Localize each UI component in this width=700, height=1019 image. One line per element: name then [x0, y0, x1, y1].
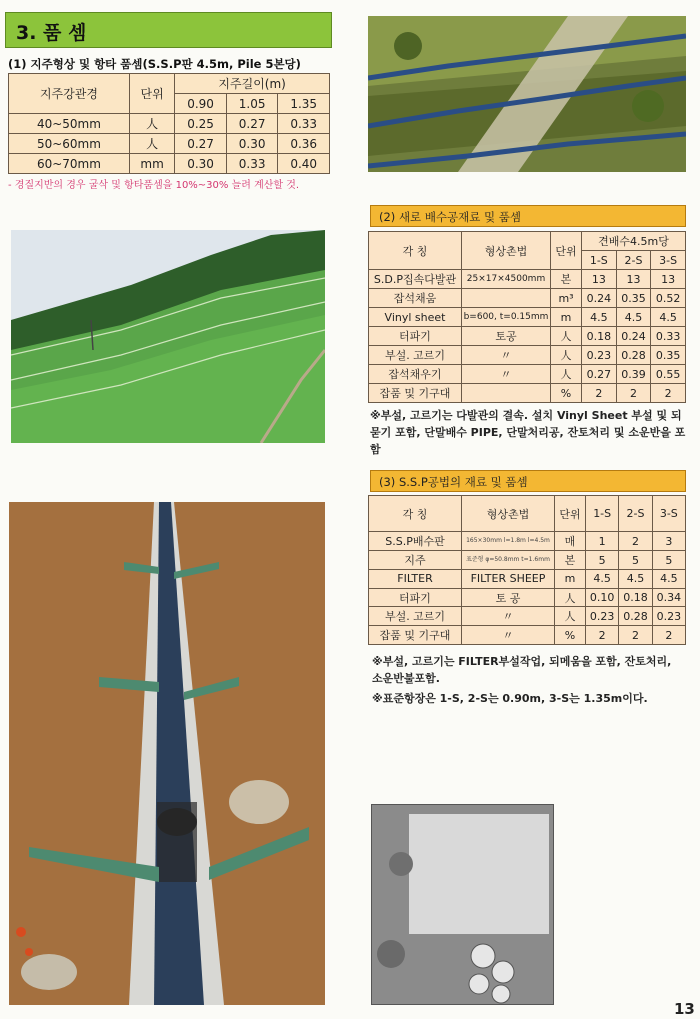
page-number: 13	[674, 1000, 695, 1018]
cell: 0.34	[652, 588, 685, 607]
cell: 0.24	[582, 289, 617, 308]
cell: m³	[551, 289, 582, 308]
cell: 人	[551, 346, 582, 365]
col-3s: 3-S	[651, 251, 686, 270]
col-unit: 단위	[129, 74, 174, 114]
col-diameter: 지주강관경	[9, 74, 130, 114]
cell: 13	[651, 270, 686, 289]
cell: 5	[652, 551, 685, 570]
cell: 0.30	[175, 154, 227, 174]
cell: 4.5	[616, 308, 651, 327]
cell: FILTER	[369, 569, 462, 588]
part2-note: ※부설, 고르기는 다발관의 결속. 설치 Vinyl Sheet 부설 및 되묻기 포함, 단말배수 PIPE, 단말처리공, 잔토처리 및 소운반을 포함	[370, 409, 686, 456]
cell: 〃	[462, 626, 555, 645]
cell: 4.5	[651, 308, 686, 327]
cell: 본	[555, 551, 586, 570]
length-header: 0.90	[175, 94, 227, 114]
cell: 잡품 및 기구대	[369, 384, 462, 403]
cell: 4.5	[582, 308, 617, 327]
cell: 人	[555, 607, 586, 626]
table-row	[369, 384, 686, 403]
cell: 표준형 φ=50.8mm t=1.6mm	[462, 551, 555, 570]
photo-drain-trench	[9, 502, 325, 1005]
cell: 토 공	[462, 588, 555, 607]
table-ssp-materials	[368, 495, 686, 645]
cell: 4.5	[652, 569, 685, 588]
cell: 0.27	[582, 365, 617, 384]
cell: 3	[652, 532, 685, 551]
cell: 5	[619, 551, 652, 570]
cell: 0.23	[586, 607, 619, 626]
cell: 잡석채우기	[369, 365, 462, 384]
cell: 4.5	[586, 569, 619, 588]
cell: 0.30	[226, 134, 278, 154]
table-row	[369, 308, 686, 327]
cell: 지주	[369, 551, 462, 570]
section-header	[5, 12, 332, 48]
col-2s: 2-S	[619, 496, 652, 532]
cell: 人	[129, 134, 174, 154]
photo-sample-pipes	[371, 804, 554, 1005]
cell: 13	[616, 270, 651, 289]
cell: 매	[555, 532, 586, 551]
cell: 〃	[462, 607, 555, 626]
table-row	[369, 289, 686, 308]
cell: 0.36	[278, 134, 330, 154]
col-unit: 단위	[555, 496, 586, 532]
cell: %	[555, 626, 586, 645]
cell: 토공	[462, 327, 551, 346]
table-row	[369, 569, 686, 588]
cell: m	[555, 569, 586, 588]
table-row	[369, 588, 686, 607]
cell: 0.27	[226, 114, 278, 134]
col-2s: 2-S	[616, 251, 651, 270]
part2-heading: (2) 새로 배수공재료 및 품셈	[379, 210, 522, 224]
cell	[462, 384, 551, 403]
table-row	[369, 270, 686, 289]
photo-green-slope	[11, 230, 325, 443]
cell: 人	[129, 114, 174, 134]
col-1s: 1-S	[582, 251, 617, 270]
cell: 4.5	[619, 569, 652, 588]
part3-header	[370, 470, 686, 492]
cell: 0.33	[226, 154, 278, 174]
cell: FILTER SHEEP	[462, 569, 555, 588]
col-spec: 형상촌법	[462, 496, 555, 532]
cell: 0.55	[651, 365, 686, 384]
cell: 50~60mm	[9, 134, 130, 154]
cell: 165×30mm l=1.8m l=4.5m	[462, 532, 555, 551]
cell: 0.40	[278, 154, 330, 174]
table-pile-labor	[8, 73, 330, 174]
cell: 0.33	[278, 114, 330, 134]
cell: 0.35	[616, 289, 651, 308]
cell: 2	[582, 384, 617, 403]
length-header: 1.05	[226, 94, 278, 114]
col-spec: 형상촌법	[462, 232, 551, 270]
cell: 1	[586, 532, 619, 551]
cell: 0.18	[619, 588, 652, 607]
cell: 0.23	[652, 607, 685, 626]
cell: 25×17×4500mm	[462, 270, 551, 289]
cell: 0.25	[175, 114, 227, 134]
cell: 13	[582, 270, 617, 289]
cell: 0.28	[616, 346, 651, 365]
cell: 0.33	[651, 327, 686, 346]
table-row	[9, 154, 330, 174]
col-name: 각 칭	[369, 232, 462, 270]
cell: 2	[619, 626, 652, 645]
cell: 2	[586, 626, 619, 645]
col-group: 견배수4.5m당	[582, 232, 686, 251]
table-row	[9, 114, 330, 134]
cell: 잡품 및 기구대	[369, 626, 462, 645]
cell: 5	[586, 551, 619, 570]
cell: S.S.P배수판	[369, 532, 462, 551]
cell: Vinyl sheet	[369, 308, 462, 327]
cell: 60~70mm	[9, 154, 130, 174]
photo-slope-drainage	[368, 16, 686, 172]
cell: 40~50mm	[9, 114, 130, 134]
cell: b=600, t=0.15mm	[462, 308, 551, 327]
cell: 잡석채움	[369, 289, 462, 308]
section-title: 3. 품 셈	[16, 22, 87, 44]
cell: S.D.P집속다발관	[369, 270, 462, 289]
cell: m	[551, 308, 582, 327]
cell: 본	[551, 270, 582, 289]
table-row	[369, 626, 686, 645]
cell: mm	[129, 154, 174, 174]
part1-note: - 경질지반의 경우 굴삭 및 항타품셈을 10%~30% 늘려 계산할 것.	[8, 180, 300, 191]
cell: 0.39	[616, 365, 651, 384]
col-3s: 3-S	[652, 496, 685, 532]
table-row	[369, 551, 686, 570]
cell: 0.24	[616, 327, 651, 346]
length-header: 1.35	[278, 94, 330, 114]
cell: 0.18	[582, 327, 617, 346]
table-row	[9, 134, 330, 154]
cell: 부설. 고르기	[369, 607, 462, 626]
table-row	[369, 346, 686, 365]
part3-note-1: ※부설, 고르기는 FILTER부설작업, 되메움을 포함, 잔토처리, 소운반불포함.	[372, 655, 672, 685]
table-row	[369, 532, 686, 551]
cell: 人	[555, 588, 586, 607]
cell: 0.28	[619, 607, 652, 626]
cell: 0.35	[651, 346, 686, 365]
col-name: 각 칭	[369, 496, 462, 532]
part3-heading: (3) S.S.P공법의 재료 및 품셈	[379, 475, 528, 489]
cell: 터파기	[369, 588, 462, 607]
table-row	[369, 327, 686, 346]
cell: 2	[651, 384, 686, 403]
col-unit: 단위	[551, 232, 582, 270]
cell: 2	[616, 384, 651, 403]
table-drainage-materials	[368, 231, 686, 403]
cell: 0.27	[175, 134, 227, 154]
cell: 〃	[462, 346, 551, 365]
cell: 人	[551, 365, 582, 384]
table-row	[369, 365, 686, 384]
cell: 0.23	[582, 346, 617, 365]
cell: 0.10	[586, 588, 619, 607]
cell: 터파기	[369, 327, 462, 346]
part2-header	[370, 205, 686, 227]
part1-heading: (1) 지주형상 및 항타 품셈(S.S.P판 4.5m, Pile 5본당)	[8, 57, 301, 71]
part3-note-2: ※표준항장은 1-S, 2-S는 0.90m, 3-S는 1.35m이다.	[372, 692, 648, 705]
cell: 人	[551, 327, 582, 346]
table-row	[369, 607, 686, 626]
cell: 부설. 고르기	[369, 346, 462, 365]
cell: 2	[652, 626, 685, 645]
cell: 2	[619, 532, 652, 551]
col-length: 지주길이(m)	[175, 74, 330, 94]
cell	[462, 289, 551, 308]
col-1s: 1-S	[586, 496, 619, 532]
cell: %	[551, 384, 582, 403]
cell: 0.52	[651, 289, 686, 308]
cell: 〃	[462, 365, 551, 384]
